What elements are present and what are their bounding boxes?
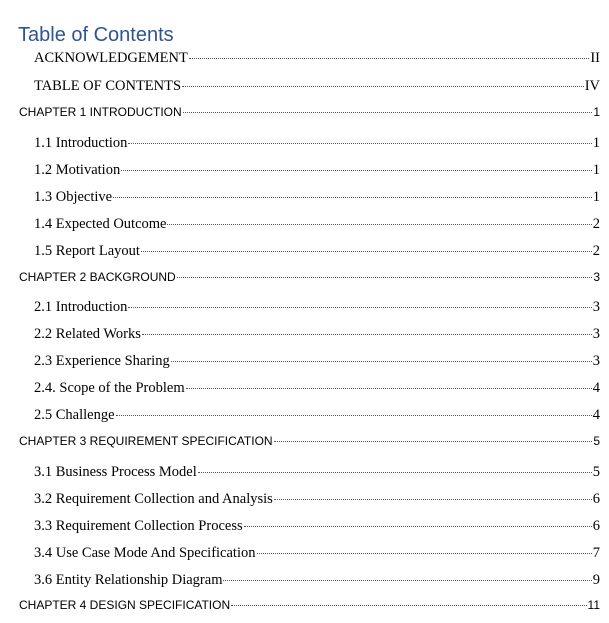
dot-leader [257,553,592,554]
toc-entry[interactable] [34,162,600,182]
toc-entry-page: 3 [593,270,600,284]
toc-entry-page: 3 [592,299,600,315]
dot-leader [167,224,591,225]
toc-entry-title: 3.6 Entity Relationship Diagram [34,572,223,588]
toc-entry-title: TABLE OF CONTENTS [34,78,182,94]
toc-entry-title: 2.3 Experience Sharing [34,353,170,369]
dot-leader [177,277,593,278]
dot-leader [121,170,592,171]
dot-leader [223,580,591,581]
toc-entry-page: 1 [592,162,600,178]
toc-entry-title: 2.4. Scope of the Problem [34,380,185,396]
dot-leader [182,86,584,87]
toc-entry-page: 7 [592,545,600,561]
toc-entry-page: 1 [593,105,600,119]
dot-leader [128,307,591,308]
toc-entry[interactable] [34,518,600,538]
toc-entry[interactable] [34,135,600,155]
toc-entry-title: CHAPTER 3 REQUIREMENT SPECIFICATION [19,434,273,448]
toc-entry-page: 6 [592,518,600,534]
toc-entry-page: 1 [592,135,600,151]
toc-entry-page: 4 [592,407,600,423]
toc-entry-title: 1.1 Introduction [34,135,128,151]
toc-chapter-entry[interactable] [19,270,600,288]
toc-entry[interactable] [34,380,600,400]
toc-entry-page: 5 [592,464,600,480]
toc-entry-page: 5 [593,434,600,448]
toc-entry[interactable] [34,545,600,565]
dot-leader [116,415,592,416]
dot-leader [198,472,592,473]
dot-leader [244,526,592,527]
toc-entry[interactable] [34,407,600,427]
toc-chapter-entry[interactable] [19,598,600,616]
toc-title: Table of Contents [18,24,174,46]
toc-entry-page: 3 [592,353,600,369]
toc-chapter-entry[interactable] [19,434,600,452]
toc-entry[interactable] [34,299,600,319]
toc-entry-page: 4 [592,380,600,396]
toc-entry-title: CHAPTER 4 DESIGN SPECIFICATION [19,598,231,612]
toc-entry-page: 1 [592,189,600,205]
toc-entry[interactable] [34,50,600,70]
toc-entry[interactable] [34,216,600,236]
toc-entry-title: 3.2 Requirement Collection and Analysis [34,491,273,507]
toc-entry-page: II [590,50,600,66]
dot-leader [171,361,592,362]
toc-entry-title: ACKNOWLEDGEMENT [34,50,188,66]
toc-entry[interactable] [34,189,600,209]
toc-entry-page: 6 [592,491,600,507]
dot-leader [128,143,591,144]
dot-leader [274,441,593,442]
dot-leader [183,112,593,113]
dot-leader [113,197,592,198]
dot-leader [274,499,592,500]
dot-leader [141,251,592,252]
dot-leader [186,388,592,389]
toc-entry-title: CHAPTER 2 BACKGROUND [19,270,176,284]
toc-entry[interactable] [34,78,600,98]
toc-chapter-entry[interactable] [19,105,600,123]
toc-entry-title: 3.4 Use Case Mode And Specification [34,545,256,561]
toc-entry[interactable] [34,353,600,373]
toc-entry[interactable] [34,326,600,346]
toc-entry[interactable] [34,464,600,484]
toc-entry-title: 1.2 Motivation [34,162,121,178]
toc-entry-page: 2 [592,216,600,232]
toc-entry[interactable] [34,243,600,263]
toc-entry-title: 1.3 Objective [34,189,113,205]
toc-entry-page: 2 [592,243,600,259]
toc-entry-page: 3 [592,326,600,342]
dot-leader [231,605,586,606]
toc-entry[interactable] [34,572,600,592]
toc-entry-title: CHAPTER 1 INTRODUCTION [19,105,182,119]
toc-entry-title: 2.2 Related Works [34,326,141,342]
toc-entry-title: 2.1 Introduction [34,299,128,315]
toc-entry-page: 9 [592,572,600,588]
toc-entry-title: 3.1 Business Process Model [34,464,197,480]
toc-entry-title: 2.5 Challenge [34,407,115,423]
toc-entry-page: 11 [587,598,600,612]
toc-entry-title: 3.3 Requirement Collection Process [34,518,243,534]
toc-entry-title: 1.4 Expected Outcome [34,216,167,232]
toc-entry-title: 1.5 Report Layout [34,243,140,259]
toc-entry[interactable] [34,491,600,511]
toc-entry-page: IV [584,78,600,94]
dot-leader [189,58,589,59]
dot-leader [142,334,592,335]
